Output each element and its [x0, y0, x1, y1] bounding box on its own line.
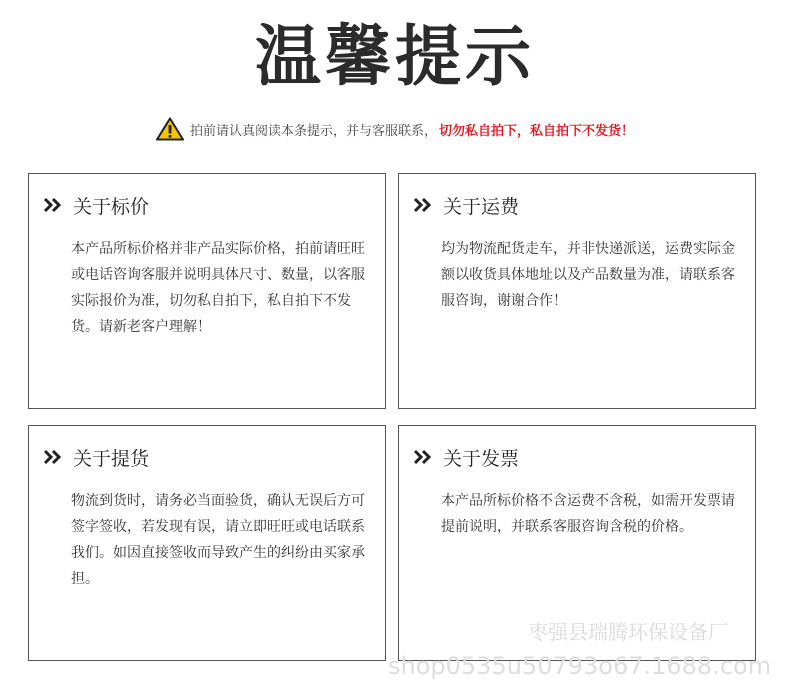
warning-triangle-icon [156, 117, 184, 141]
card-heading: 关于运费 [443, 195, 520, 218]
card-body: 物流到货时，请务必当面验货，确认无误后方可签字签收，若发现有误，请立即旺旺或电话联系我们。如因直接签收而导致产生的纠纷由买家承担。 [71, 493, 365, 587]
card-header [43, 442, 149, 472]
page-title: 温馨提示 [255, 18, 535, 95]
double-chevron-right-icon [43, 449, 63, 465]
double-chevron-right-icon [413, 197, 433, 213]
notice-bar [0, 116, 790, 142]
card-body: 本产品所标价格并非产品实际价格，拍前请旺旺或电话咨询客服并说明具体尺寸、数量，以客服实际报价为准，切勿私自拍下，私自拍下不发货。请新老客户理解！ [71, 241, 365, 335]
notice-alert: 切勿私自拍下，私自拍下不发货！ [439, 123, 635, 139]
card-header [413, 190, 519, 220]
card-shipping [398, 173, 756, 409]
card-pricing [28, 173, 386, 409]
card-body: 本产品所标价格不含运费不含税，如需开发票请提前说明，并联系客服咨询含税的价格。 [441, 493, 735, 535]
card-heading: 关于发票 [443, 447, 520, 470]
card-heading: 关于提货 [73, 447, 150, 470]
card-header [43, 190, 149, 220]
double-chevron-right-icon [43, 197, 63, 213]
card-body: 均为物流配货走车，并非快递派送，运费实际金额以收货具体地址以及产品数量为准，请联系客服咨询，谢谢合作！ [441, 241, 735, 309]
card-pickup [28, 425, 386, 661]
card-header [413, 442, 519, 472]
watermark-company: 枣强县瑞腾环保设备厂 [528, 620, 728, 644]
card-heading: 关于标价 [73, 195, 150, 218]
double-chevron-right-icon [413, 449, 433, 465]
watermark-shop-url: shop0535u50793o67.1688.com [388, 652, 772, 680]
notice-text: 拍前请认真阅读本条提示，并与客服联系， [189, 123, 437, 139]
